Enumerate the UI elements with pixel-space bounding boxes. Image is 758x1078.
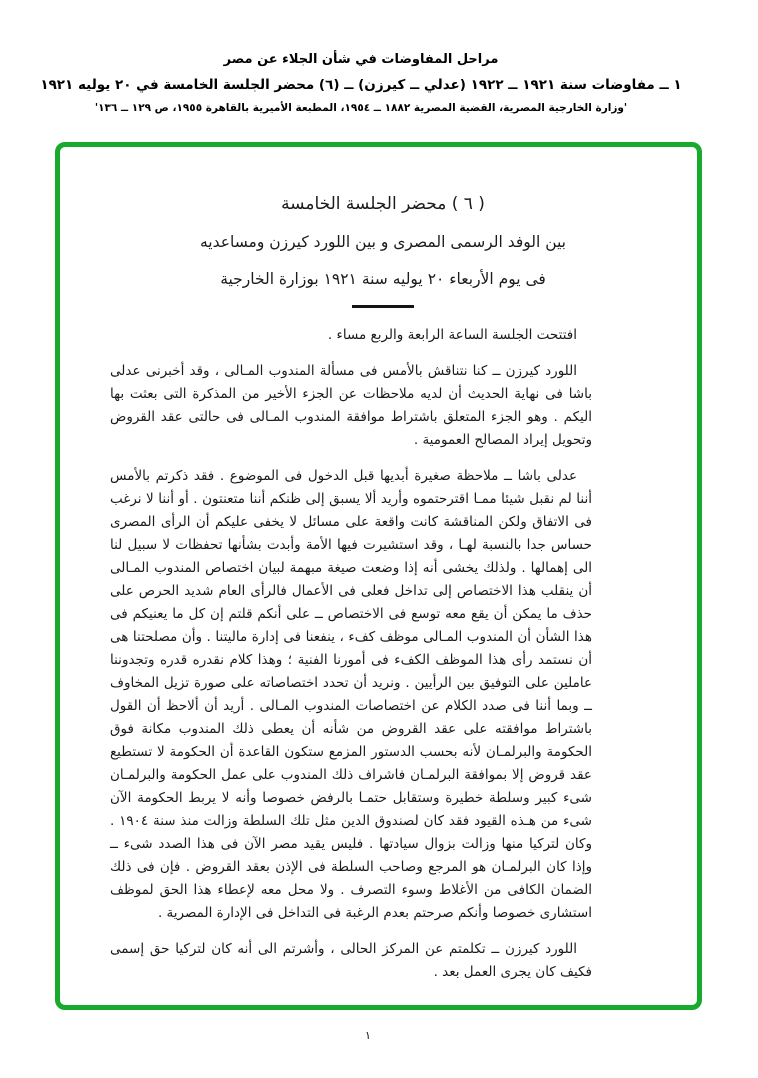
session-parties: بين الوفد الرسمى المصرى و بين اللورد كيرزن ومساعديه xyxy=(199,233,566,251)
session-reference: ١ ــ مفاوضات سنة ١٩٢١ ــ ١٩٢٢ (عدلي ــ كيرزن) ــ (٦) محضر الجلسة الخامسة في ٢٠ يوليه ١٩٢١ xyxy=(40,77,682,93)
dialogue-paragraph xyxy=(110,360,592,452)
source-citation: 'وزارة الخارجية المصرية، القضية المصرية ١٨٨٢ ــ ١٩٥٤، المطبعة الأميرية بالقاهرة ١٩٥٥، ص ١٢٩ ــ ١٣٦' xyxy=(94,102,628,114)
page-number: ١ xyxy=(365,1029,371,1042)
dialogue-paragraph xyxy=(110,465,592,925)
speaker-name: اللورد كيرزن xyxy=(505,941,577,957)
document-frame xyxy=(55,142,702,1010)
speech-text: كنا نتناقش بالأمس فى مسألة المندوب المـالى ، وقد أخبرنى عدلى باشا فى نهاية الحديث أن لديه ملاحظات عن الجزء الأخير من المذكرة التى بعثت بها اليكم . وهو الجزء المتعلق باشتراط موافقة المندوب المـالى فى حالتى عقد القروض وتحويل إيراد المصالح العمومية . xyxy=(110,363,592,448)
speech-text: ملاحظة صغيرة أبديها قبل الدخول فى الموضوع . فقد ذكرتم بالأمس أننا لم نقبل شيئا ممـا اقترحتموه وأريد ألا يسبق إلى ظنكم أننا متعنتون . أو أننا لا نرغب فى الاتفاق ولكن المناقشة كانت واقعة على مسائل لا يخفى عليكم أن الرأى المصرى حساس جدا بالنسبة لهـا ، وقد استشيرت فيها الأمة وأبدت بشأنها تحفظات لا سبيل لنا الى إهمالها . ولذلك يخشى أنه إذا وضعت صيغة مبهمة لبيان اختصاص المندوب المـالى أن ينقلب هذا الاختصاص إلى تداخل فعلى فى الأعمال فالرأى العام شديد الحرص على حذف ما يمكن أن يقع معه توسع فى الاختصاص ــ على أنكم قلتم إن كل ما يعنيكم فى هذا الشأن أن المندوب المـالى موظف كفء ، ينفعنا فى إدارة ماليتنا . وأن مصلحتنا هى أن نستمد رأى هذا الموظف الكفء فى أمورنا الفنية ؛ وهذا كلام نقدره قدره وتجدوننا عاملين على التوفيق بين الرأيين . ونريد أن تحدد اختصاصاته على صورة تزيل المخاوف ــ وبما أننا فى صدد الكلام عن اختصاصات المندوب المـالى . أريد أن ألاحظ أن القول باشتراط موافقته على عقد القروض من شأنه أن يعطى ذلك المندوب مكانة فوق الحكومة والبرلمـان لأنه بحسب الدستور المزمع ستكون القاعدة أن الحكومة لا تستطيع عقد قروض إلا بموافقة البرلمـان فاشراف ذلك المندوب على عمل الحكومة والبرلمـان شىء كبير وسلطة خطيرة وستقابل حتمـا بالرفض خصوصا وأنه لا يربط الحكومة الآن شىء من هـذه القيود فقد كان لصندوق الدين مثل تلك السلطة وزالت منذ سنة ١٩٠٤ . وكان لتركيا منها وزالت بزوال سيادتها . فليس يقيد مصر الآن فى هذا الصدد شىء ــ وإذا كان البرلمـان هو المرجع وصاحب السلطة فى الإذن بعقد القروض . فإن فى ذلك الضمان الكافى من الأغلاط وسوء التصرف . ولا محل معه لإعطاء هذا الحق لموظف استشارى خصوصا وأنكم صرحتم بعدم الرغبة فى التداخل فى الإدارة المصرية . xyxy=(110,468,592,921)
title-divider xyxy=(352,305,414,308)
session-datetime: فى يوم الأربعاء ٢٠ يوليه سنة ١٩٢١ بوزارة الخارجية xyxy=(220,270,546,288)
speaker-name: اللورد كيرزن xyxy=(505,363,577,379)
negotiations-title: مراحل المفاوضات في شأن الجلاء عن مصر xyxy=(223,52,499,67)
speaker-name: عدلى باشا xyxy=(517,468,578,484)
document-headings xyxy=(142,193,624,308)
speaker-dash: ــ xyxy=(492,363,501,379)
session-title: ( ٦ ) محضر الجلسة الخامسة xyxy=(281,194,485,214)
page-header xyxy=(0,52,722,115)
session-opening-line: افتتحت الجلسة الساعة الرابعة والربع مساء . xyxy=(327,327,577,343)
scanned-document xyxy=(110,193,592,984)
dialogue-paragraph xyxy=(110,938,592,984)
speaker-dash: ــ xyxy=(491,941,500,957)
speech-text: تكلمتم عن المركز الحالى ، وأشرتم الى أنه كان لتركيا حق إسمى فكيف كان يجرى العمل بعد . xyxy=(110,941,592,980)
speaker-dash: ــ xyxy=(504,468,512,484)
